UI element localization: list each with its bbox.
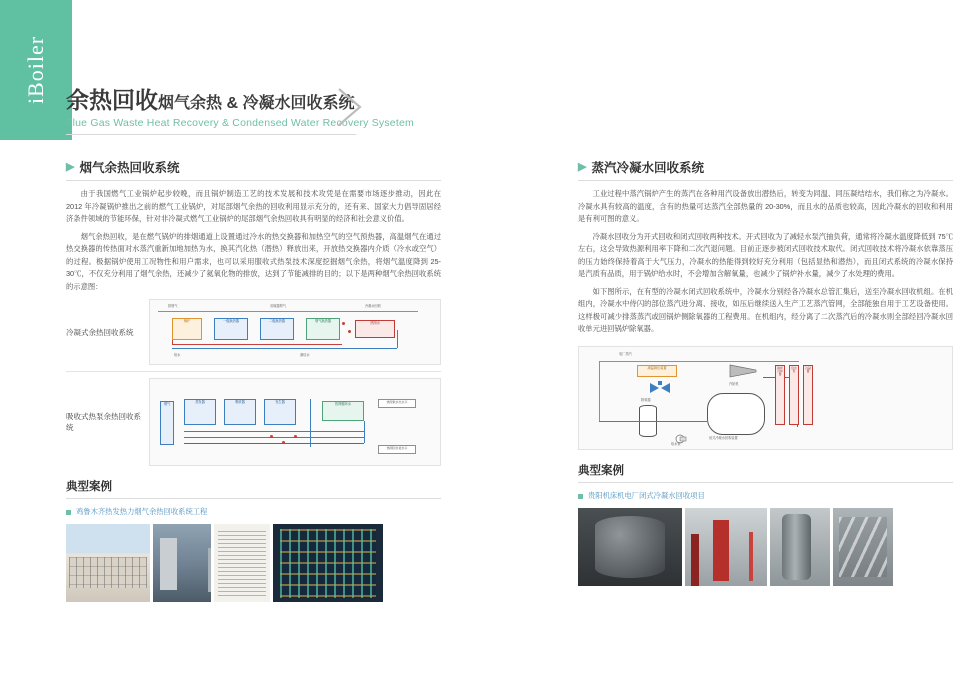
left-case-title: 典型案例 [66, 481, 112, 494]
page-title [66, 88, 666, 129]
diagram-divider [66, 371, 441, 372]
diagram-absorption [149, 378, 441, 466]
diagram-node-plant-steam: 电厂蒸汽 [619, 352, 632, 357]
pump-icon [675, 431, 687, 449]
left-paragraph-2: 烟气余热回收，是在燃气锅炉的排烟通道上设置通过冷水的热交换器和加热空气的空气预热器，高温烟气在通过热交换器的传热面对水蒸汽重新加地加热为水，换其汽化热（潜热）释放出来，开放热交换器内介质（冷水或空气）的过程。极据锅炉使用工况物性和用户需求，也可以采用服收式热泵技术深度挖掘烟气余热，将烟气温度降到 25-30℃，不仅充分利用了烟气余热，还减少了氦氧化物的排放，达到了节能减排的目的；以下是两种烟气余热回收系统的示意图： [66, 231, 441, 291]
triangle-right-icon: ▶ [66, 160, 75, 173]
right-section-header [578, 158, 953, 180]
left-section-divider [66, 180, 441, 181]
right-paragraph-3: 如下图所示，在有型的冷凝水闭式回收系统中，冷凝水分别经各冷凝水总管汇集后，送至冷凝水回收机组。在机组内，冷凝水中侍闪的部位蒸汽进分离、接收，如压后继续送入生产工艺蒸汽管网，全部能独自用于工艺设备使用。这样极可减少排蒸蒸汽或回锅炉侧除氧器的工程费用。在机组内，经分离了二次蒸汽后的冷凝水则全部经回冷凝水回收单元进回锅炉除氧器。 [578, 286, 953, 334]
right-section-title: 蒸汽冷凝水回收系统 [591, 161, 704, 175]
triangle-right-icon: ▶ [578, 160, 587, 173]
diagram-row-condensing [66, 299, 441, 365]
photo-building [66, 524, 150, 602]
photo-piping [833, 508, 893, 586]
left-paragraph-1: 由于我国燃气工业锅炉起步较晚，而且锅炉制造工艺的技术发展和技术攻凭是在需要市场逐步推动，因此在 2012 年冷凝锅炉推出之前的燃气工业锅炉，对尾部烟气余热的回收利用显示充分的，还有来、国家大力倡导固居经济条件领域的节能环保，针对非冷凝式燃气工业锅炉的尾部烟气余热回收具有明显的经济和社会意义价值。 [66, 189, 441, 224]
diagram-block-heat-net: 热网水 [355, 320, 395, 338]
left-photo-strip [66, 524, 441, 602]
diagram-block-heater-a: 取样冷却器 [775, 365, 785, 425]
photo-drawing [214, 524, 270, 602]
left-column [66, 158, 441, 602]
diagram-block-heater-b: 给水泵 [789, 365, 799, 425]
photo-scada [273, 524, 383, 602]
brand-name: iBoiler [23, 35, 48, 105]
left-case-divider [66, 498, 441, 499]
diagram-label-condensing: 冷凝式余热回收系统 [66, 327, 134, 337]
diagram-block-evaporator: 蒸发器 [184, 399, 216, 425]
diagram-legend-inlet: 热网回水进水口 [378, 445, 416, 454]
right-section-divider [578, 180, 953, 181]
title-sub: 烟气余热 & 冷凝水回收系统 [158, 95, 355, 112]
photo-equipment [153, 524, 211, 602]
photo-red-pump [685, 508, 767, 586]
diagram-node-recovery-unit: 闭式冷凝水回收装置 [709, 436, 738, 441]
diagram-condensate-recovery [578, 346, 953, 450]
title-main: 余热回收 [66, 87, 158, 113]
diagram-block-boiler: 锅炉 [172, 318, 202, 340]
chevron-right-icon [335, 86, 365, 126]
diagram-row-absorption [66, 378, 441, 466]
diagram-node-exhaust: 排烟气 [168, 304, 178, 309]
right-paragraph-1: 工业过程中蒸汽锅炉产生的蒸汽在各种用汽设备放出潜热后，转变为同温、同压凝结结水，我们称之为冷凝水。冷凝水具有较高的温度，含有的热量可达蒸汽全部热量的 20-30%，而且水的品质也较高，因此冷凝水的回收和利用是有利可图的意义。 [578, 189, 953, 224]
photo-tank [578, 508, 682, 586]
right-paragraph-2: 冷凝水回收分为开式回收和闭式回收两种技术。开式回收为了减轻水泵汽抽负荷，通常将冷凝水温度降低到 75℃左右，这会导致热源利用率下降和二次汽退问题。目前正逐步被闭式回收技术取代。闭式回收技术将冷凝水依靠蒸压的压力始终保持着高于大气压力，冷凝水的热能得到较好充分利用（包括显热和潜热），而且闭式系统的冷凝水保持是汽质有品质，用于锅炉给水时，不会增加含解氧量，也减少了锅炉补水量，减少了水处理的费用。 [578, 231, 953, 279]
diagram-vessel-recovery [707, 393, 765, 435]
diagram-block-heater-c: 冷凝器 [803, 365, 813, 425]
right-case-item-label: 贵阳机床机电厂闭式冷凝水回收项目 [588, 491, 705, 501]
diagram-legend-supply: 给水 [174, 353, 181, 358]
diagram-block-desuperheater: 减温减压装置 [637, 365, 677, 377]
title-english: Flue Gas Waste Heat Recovery & Condensed Water Recovery Sysetem [66, 117, 414, 130]
diagram-block-hx2: 二级换热器 [260, 318, 294, 340]
brand-tab [0, 0, 72, 140]
diagram-block-gas-hx: 烟气换热器 [306, 318, 340, 340]
diagram-label-absorption: 吸收式热泵余热回收系统 [66, 412, 141, 433]
left-case-item-label: 鸡鲁木齐热发热力烟气余热回收系统工程 [76, 507, 208, 517]
diagram-node-turbine: 汽轮机 [729, 382, 739, 387]
diagram-block-net-water: 热网循环水 [322, 401, 364, 421]
right-column [578, 158, 953, 586]
bullet-square-icon [578, 494, 583, 499]
left-section-header [66, 158, 441, 180]
right-case-title: 典型案例 [578, 465, 624, 478]
valve-icon [649, 381, 671, 400]
diagram-node-hot-gas: 省煤器烟气 [270, 304, 286, 309]
right-case-item [578, 491, 953, 501]
diagram-block-hx1: 一级换热器 [214, 318, 248, 340]
diagram-block-absorber: 吸收器 [224, 399, 256, 425]
diagram-node-pump: 给水泵 [671, 442, 681, 447]
right-photo-strip [578, 508, 953, 586]
diagram-block-flue-gas: 烟气 [160, 401, 174, 445]
bullet-square-icon [66, 510, 71, 515]
right-case-divider [578, 482, 953, 483]
title-divider [66, 134, 356, 135]
diagram-block-generator: 发生器 [264, 399, 296, 425]
diagram-condensing [149, 299, 441, 365]
left-section-title: 烟气余热回收系统 [79, 161, 180, 175]
diagram-legend-outlet: 热网供水出水口 [378, 399, 416, 408]
photo-vessel [770, 508, 830, 586]
diagram-node-makeup: 冷凝水回收 [365, 304, 381, 309]
left-case-item [66, 507, 441, 517]
diagram-legend-condensate: 凝结水 [300, 353, 310, 358]
diagram-node-deaerator: 除氧器 [641, 398, 651, 403]
